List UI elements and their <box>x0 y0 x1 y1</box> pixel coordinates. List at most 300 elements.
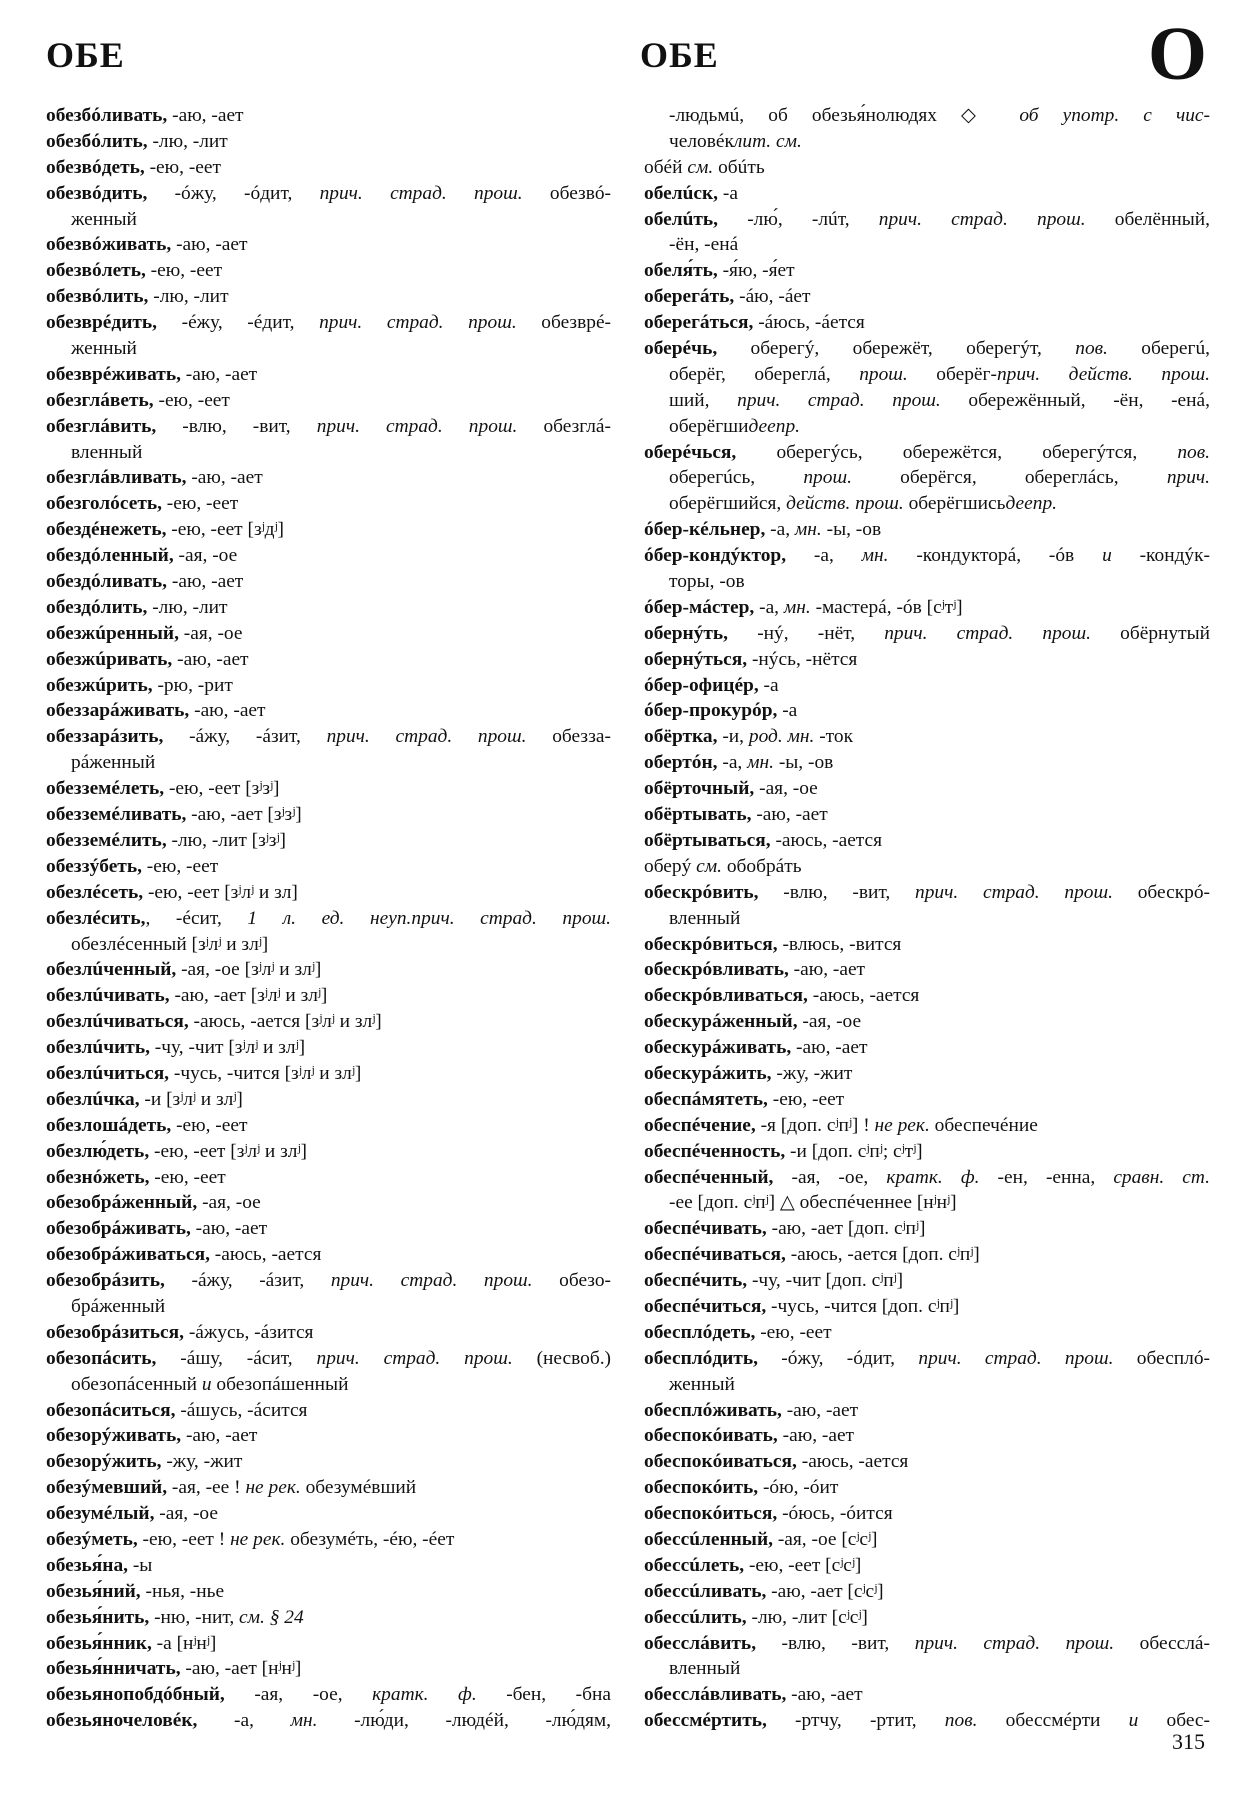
dictionary-line <box>644 1320 1210 1346</box>
entry-text: -ён, -енá <box>669 234 739 256</box>
headword: обезобрáживаться, <box>46 1244 210 1266</box>
dictionary-line <box>644 1216 1210 1242</box>
entry-text: оберегú, <box>1107 338 1210 360</box>
dictionary-line <box>46 440 611 466</box>
headword: обессúливать, <box>644 1580 767 1602</box>
entry-text: -ею, -еет [зʲзʲ] <box>164 778 280 800</box>
headword: обеззарáзить, <box>46 726 164 748</box>
entry-text: -áжу, -áзит, <box>163 726 327 748</box>
dictionary-line <box>644 828 1210 854</box>
entry-text: -аю, -ает [зʲзʲ] <box>186 804 302 826</box>
headword: обеспáмятеть, <box>644 1088 768 1110</box>
dictionary-line <box>644 673 1210 699</box>
entry-text: -аю, -ает <box>181 1425 258 1447</box>
entry-text: -ая, -ее ! <box>167 1477 246 1499</box>
entry-text: обезопáсенный <box>71 1373 202 1395</box>
headword: обесслáвливать, <box>644 1684 787 1706</box>
entry-text: -жу, -жит <box>771 1062 853 1084</box>
entry-text: -а <box>718 182 738 204</box>
grammar-note: кратк. ф. <box>886 1166 980 1188</box>
entry-text: обелённый, <box>1085 208 1210 230</box>
entry-text: обезумéвший <box>300 1477 417 1499</box>
grammar-note: см. <box>696 855 722 877</box>
grammar-note: мн. <box>783 596 811 618</box>
grammar-note: не рек. <box>874 1114 930 1136</box>
headword: обеспокóивать, <box>644 1425 778 1447</box>
grammar-note: об употр. с чис- <box>1019 105 1210 126</box>
dictionary-line <box>644 1268 1210 1294</box>
dictionary-line <box>46 1423 611 1449</box>
grammar-note: род. мн. <box>748 726 815 748</box>
dictionary-line <box>46 258 611 284</box>
dictionary-line <box>644 1346 1210 1372</box>
dictionary-line <box>644 543 1210 569</box>
dictionary-line <box>46 336 611 362</box>
entry-text: -аю, -ает <box>167 105 244 126</box>
headword: обезглáвливать, <box>46 467 187 489</box>
grammar-note: и <box>1128 1710 1139 1732</box>
grammar-note: прич. страд. прош. <box>316 415 518 437</box>
entry-text: оберёг- <box>907 363 997 385</box>
headword: обессúлеть, <box>644 1554 745 1576</box>
grammar-note: пов. <box>944 1710 978 1732</box>
headword: обезýмевший, <box>46 1477 168 1499</box>
grammar-note: пов. <box>1177 441 1210 463</box>
headword: обессмéртить, <box>644 1710 767 1732</box>
entry-text: -лю, -лит [сʲсʲ] <box>746 1606 868 1628</box>
headword: обездóленный, <box>46 545 174 567</box>
dictionary-line <box>644 1190 1210 1216</box>
dictionary-line <box>46 1605 611 1631</box>
entry-text: -ая, -ое <box>197 1192 261 1214</box>
headword: обездéнежеть, <box>46 519 167 541</box>
dictionary-line <box>46 232 611 258</box>
right-column <box>644 103 1210 1734</box>
dictionary-line <box>46 1553 611 1579</box>
headword: обесплóживать, <box>644 1399 782 1421</box>
dictionary-line <box>46 621 611 647</box>
headword: обезорýжить, <box>46 1451 162 1473</box>
headword: обезбóлить, <box>46 130 148 152</box>
headword: обесслáвить, <box>644 1632 757 1654</box>
entry-text: оберёгшийся, <box>669 493 787 515</box>
dictionary-line <box>46 569 611 595</box>
entry-text: -лю́, -лúт, <box>718 208 879 230</box>
dictionary-line <box>644 1656 1210 1682</box>
entry-text: обезо- <box>532 1270 611 1292</box>
dictionary-line <box>644 1682 1210 1708</box>
grammar-note: прич. страд. прош. <box>918 1347 1114 1369</box>
dictionary-line <box>644 414 1210 440</box>
entry-text: -ен, -енна, <box>979 1166 1114 1188</box>
entry-text: -ею, -еет [зʲлʲ и зл] <box>143 881 298 903</box>
grammar-note: и <box>1102 545 1112 567</box>
headword: обескрóвить, <box>644 881 759 903</box>
dictionary-line <box>644 698 1210 724</box>
entry-text: -аю, -ает [сʲсʲ] <box>766 1580 884 1602</box>
entry-text: -чусь, -чится [доп. сʲпʲ] <box>766 1295 960 1317</box>
entry-text: -óюсь, -óится <box>777 1503 893 1525</box>
dictionary-line <box>644 1113 1210 1139</box>
headword: обезвóлеть, <box>46 260 146 282</box>
entry-text: -ею, -еет [сʲсʲ] <box>744 1554 862 1576</box>
grammar-note: прич. действ. прош. <box>996 363 1210 385</box>
headword: обеспокóиться, <box>644 1503 778 1525</box>
dictionary-line <box>46 1035 611 1061</box>
entry-text: -аю, -ает <box>171 234 248 256</box>
entry-text: -óю, -óит <box>758 1477 839 1499</box>
headword: обескурáженный, <box>644 1011 798 1033</box>
entry-text: -аю, -ает <box>788 959 866 981</box>
entry-text: оберёгся, обереглáсь, <box>851 467 1167 489</box>
dictionary-line <box>644 1605 1210 1631</box>
dictionary-line <box>644 103 1210 129</box>
grammar-note: мн. <box>794 519 822 541</box>
headword: обезвóдить, <box>46 182 148 204</box>
dictionary-line <box>46 1320 611 1346</box>
dictionary-line <box>46 1139 611 1165</box>
headword: обезобрáзиться, <box>46 1321 184 1343</box>
headword: обезлю́деть, <box>46 1140 150 1162</box>
entry-text: ший, <box>669 389 738 411</box>
headword: обескрóвиться, <box>644 933 778 955</box>
headword: обеспéченный, <box>644 1166 774 1188</box>
dictionary-line <box>644 465 1210 491</box>
headword: обескрóвливаться, <box>644 985 808 1007</box>
entry-text: -éжу, -éдит, <box>157 312 320 334</box>
dictionary-line <box>644 440 1210 466</box>
entry-text: -аю, -ает <box>167 571 244 593</box>
entry-text: -а, <box>717 752 748 774</box>
grammar-note: см. § 24 <box>239 1606 304 1628</box>
entry-text: -ею, -еет <box>144 156 221 178</box>
entry-text: -жу, -жит <box>161 1451 243 1473</box>
headword: обеспокóиваться, <box>644 1451 797 1473</box>
entry-text: женный <box>669 1373 735 1395</box>
headword: обёрточный, <box>644 778 755 800</box>
headword: обезглáвить, <box>46 415 157 437</box>
dictionary-line <box>46 1527 611 1553</box>
headword: обезья́нить, <box>46 1606 150 1628</box>
headword: обезвóживать, <box>46 234 172 256</box>
headword: обертóн, <box>644 752 718 774</box>
grammar-note: сравн. ст. <box>1113 1166 1210 1188</box>
dictionary-line <box>46 854 611 880</box>
headword: обеля́ть, <box>644 260 718 282</box>
section-letter: О <box>1147 12 1207 96</box>
dictionary-line <box>46 983 611 1009</box>
dictionary-line <box>46 906 611 932</box>
dictionary-line <box>46 932 611 958</box>
grammar-note: кратк. ф. <box>372 1684 477 1706</box>
dictionary-line <box>46 1449 611 1475</box>
headword: óбер-кондýктор, <box>644 545 787 567</box>
dictionary-line <box>644 129 1210 155</box>
grammar-note: деепр. <box>1005 493 1058 515</box>
headword: обезжúривать, <box>46 648 173 670</box>
entry-text: -аю, -ает <box>791 1037 868 1059</box>
entry-text: обезумéть, -éю, -éет <box>285 1528 455 1550</box>
dictionary-line <box>644 1553 1210 1579</box>
dictionary-line <box>644 284 1210 310</box>
headword: обеззарáживать, <box>46 700 190 722</box>
entry-text: -а, <box>786 545 862 567</box>
headword: обезья́нничать, <box>46 1658 181 1680</box>
headword: обезопáсить, <box>46 1347 157 1369</box>
entry-text: -ая, -ое [зʲлʲ и злʲ] <box>176 959 322 981</box>
dictionary-line <box>46 543 611 569</box>
dictionary-line <box>46 129 611 155</box>
headword: óбер-мáстер, <box>644 596 755 618</box>
entry-text: , -éсит, <box>145 907 248 929</box>
entry-text: оберегý, обережёт, оберегýт, <box>717 338 1076 360</box>
headword: обезземéливать, <box>46 804 187 826</box>
dictionary-line <box>644 1631 1210 1657</box>
entry-text: -влю, -вит, <box>756 1632 915 1654</box>
entry-text: вленный <box>71 441 143 463</box>
grammar-note: прич. страд. прош. <box>316 1347 513 1369</box>
entry-text: -ая, -ое <box>178 622 243 644</box>
entry-text: -ею, -еет <box>171 1114 248 1136</box>
running-header-right: ОБЕ <box>640 35 719 75</box>
grammar-note: не рек. <box>230 1528 286 1550</box>
dictionary-line <box>644 181 1210 207</box>
dictionary-line <box>46 1475 611 1501</box>
dictionary-line <box>46 414 611 440</box>
dictionary-line <box>644 362 1210 388</box>
headword: обезвóдеть, <box>46 156 145 178</box>
entry-text: -аюсь, -ается <box>807 985 920 1007</box>
entry-text: -а, <box>197 1710 291 1732</box>
dictionary-line <box>644 258 1210 284</box>
dictionary-line <box>46 1708 611 1734</box>
entry-text: -чусь, -чится [зʲлʲ и злʲ] <box>169 1062 362 1084</box>
dictionary-line <box>46 1346 611 1372</box>
headword: óбер-прокурóр, <box>644 700 778 722</box>
dictionary-line <box>46 1242 611 1268</box>
dictionary-line <box>644 388 1210 414</box>
dictionary-line <box>46 1682 611 1708</box>
grammar-note: прич. страд. прош. <box>411 907 611 929</box>
headword: обезьянопобдóбный, <box>46 1684 225 1706</box>
dictionary-line <box>46 517 611 543</box>
entry-text: вленный <box>669 907 741 929</box>
entry-text: -аю, -ает [нʲнʲ] <box>180 1658 302 1680</box>
headword: обезземéлить, <box>46 829 167 851</box>
dictionary-line <box>644 491 1210 517</box>
headword: оберегáть, <box>644 286 735 308</box>
dictionary-line <box>644 517 1210 543</box>
entry-text: брáженный <box>71 1295 166 1317</box>
headword: обелúск, <box>644 182 719 204</box>
grammar-note: действ. прош. <box>786 493 904 515</box>
entry-text: -аю, -ает <box>172 648 249 670</box>
entry-text: -ею, -еет <box>767 1088 845 1110</box>
entry-text: -ею, -еет <box>153 389 230 411</box>
grammar-note: деепр. <box>748 415 800 437</box>
entry-text: -áшусь, -áсится <box>175 1399 308 1421</box>
entry-text: -и [зʲлʲ и злʲ] <box>139 1088 243 1110</box>
grammar-note: прош. <box>859 363 908 385</box>
headword: обесплóдеть, <box>644 1321 756 1343</box>
headword: обеспéчить, <box>644 1270 748 1292</box>
dictionary-line <box>644 957 1210 983</box>
entry-text: -кондýк- <box>1111 545 1210 567</box>
headword: обеспéчивать, <box>644 1218 767 1240</box>
entry-text: -рю, -рит <box>152 674 233 696</box>
page-number: 315 <box>1172 1729 1205 1754</box>
entry-text: -ее [доп. сʲпʲ] △ обеспéченнее [нʲнʲ] <box>669 1192 957 1214</box>
entry-text: -нý, -нёт, <box>728 622 885 644</box>
entry-text: обезопáшенный <box>211 1373 349 1395</box>
headword: обескурáживать, <box>644 1037 792 1059</box>
dictionary-line <box>46 1113 611 1139</box>
entry-text: -аюсь, -ается [зʲлʲ и злʲ] <box>188 1011 382 1033</box>
entry-text: -влюсь, -вится <box>777 933 902 955</box>
dictionary-line <box>46 1165 611 1191</box>
dictionary-line <box>46 1009 611 1035</box>
grammar-note: прич. страд. прош. <box>914 1632 1115 1654</box>
running-header-left: ОБЕ <box>46 35 125 75</box>
entry-text: -ртчу, -ртит, <box>766 1710 945 1732</box>
entry-text: -мастерá, -óв [сʲтʲ] <box>810 596 963 618</box>
dictionary-line <box>644 1165 1210 1191</box>
dictionary-line <box>644 776 1210 802</box>
headword: обезземéлеть, <box>46 778 165 800</box>
dictionary-line <box>644 647 1210 673</box>
dictionary-line <box>644 1087 1210 1113</box>
dictionary-line <box>46 1087 611 1113</box>
dictionary-line <box>46 155 611 181</box>
entry-text: вленный <box>669 1658 741 1680</box>
entry-text: -ею, -еет ! <box>137 1528 231 1550</box>
dictionary-line <box>644 1061 1210 1087</box>
grammar-note: лит. см. <box>733 130 802 152</box>
headword: обезлошáдеть, <box>46 1114 172 1136</box>
entry-text: -влю, -вит, <box>758 881 916 903</box>
dictionary-line <box>46 880 611 906</box>
entry-text: -áюсь, -áется <box>753 312 865 334</box>
dictionary-line <box>644 1398 1210 1424</box>
entry-text: -влю, -вит, <box>156 415 317 437</box>
entry-text: -аюсь, -ается <box>796 1451 909 1473</box>
entry-text: -ею, -еет <box>755 1321 832 1343</box>
headword: обезобрáженный, <box>46 1192 198 1214</box>
entry-text: обезлéсенный [зʲлʲ и злʲ] <box>71 933 269 955</box>
entry-text: обескрó- <box>1112 881 1210 903</box>
grammar-note: прич. <box>1166 467 1210 489</box>
headword: обеспéчиться, <box>644 1295 767 1317</box>
entry-text: -чу, -чит [доп. сʲпʲ] <box>747 1270 904 1292</box>
entry-text: женный <box>71 338 137 360</box>
dictionary-line <box>46 1216 611 1242</box>
grammar-note: см. <box>687 156 714 178</box>
headword: обезжúрить, <box>46 674 153 696</box>
entry-text: -а [нʲнʲ] <box>151 1632 217 1654</box>
grammar-note: мн. <box>861 545 889 567</box>
headword: обезья́нник, <box>46 1632 152 1654</box>
entry-text: -ы <box>128 1554 153 1576</box>
dictionary-line <box>644 232 1210 258</box>
headword: обезлúчиться, <box>46 1062 170 1084</box>
headword: обезвóлить, <box>46 286 149 308</box>
dictionary-line <box>644 1242 1210 1268</box>
entry-text: -и, <box>717 726 749 748</box>
entry-text: оберёг, обереглá, <box>669 363 860 385</box>
entry-text: -ая, -ое <box>154 1503 218 1525</box>
grammar-note: прич. страд. прош. <box>319 312 517 334</box>
headword: обезголóсеть, <box>46 493 162 515</box>
entry-text: обезврé- <box>516 312 611 334</box>
dictionary-line <box>46 1061 611 1087</box>
dictionary-line <box>644 1475 1210 1501</box>
dictionary-line <box>46 310 611 336</box>
entry-text: -ею, -еет <box>141 855 219 877</box>
headword: обезлúчка, <box>46 1088 140 1110</box>
entry-text: -áю, -áет <box>734 286 811 308</box>
dictionary-line <box>644 1579 1210 1605</box>
entry-text: -ая, -ое [сʲсʲ] <box>772 1528 878 1550</box>
dictionary-line <box>46 1294 611 1320</box>
entry-text: -аю, -ает <box>781 1399 859 1421</box>
dictionary-line <box>46 750 611 776</box>
entry-text: -а, <box>765 519 795 541</box>
entry-text: -ток <box>814 726 853 748</box>
entry-text: -бен, -бна <box>476 1684 611 1706</box>
entry-text: -ею, -еет <box>149 1166 226 1188</box>
headword: обезлúченный, <box>46 959 177 981</box>
entry-text: -аю, -ает <box>751 804 828 826</box>
entry-text: -áжу, -áзит, <box>164 1270 331 1292</box>
dictionary-line <box>46 957 611 983</box>
entry-text: -ею, -еет [зʲдʲ] <box>166 519 284 541</box>
entry-text: -а <box>758 674 779 696</box>
entry-text: -чу, -чит [зʲлʲ и злʲ] <box>149 1037 306 1059</box>
entry-text: -ая, -ое, <box>773 1166 887 1188</box>
entry-text: обесслá- <box>1114 1632 1210 1654</box>
entry-text: -аюсь, -ается <box>770 829 883 851</box>
entry-text: -áжусь, -áзится <box>183 1321 314 1343</box>
headword: обезобрáживать, <box>46 1218 191 1240</box>
entry-text: -ая, -ое <box>754 778 818 800</box>
dictionary-line <box>46 1372 611 1398</box>
entry-text: -и [доп. сʲпʲ; сʲтʲ] <box>785 1140 923 1162</box>
entry-text: обессмéрти <box>977 1710 1129 1732</box>
entry-text: женный <box>71 208 137 230</box>
headword: обезглáветь, <box>46 389 154 411</box>
headword: обескурáжить, <box>644 1062 772 1084</box>
entry-text: -ею, -еет <box>145 260 223 282</box>
grammar-note: прич. страд. прош. <box>326 726 527 748</box>
dictionary-line <box>46 802 611 828</box>
entry-text: оберёгши <box>669 415 749 437</box>
headword: обезья́ний, <box>46 1580 141 1602</box>
headword: обезбóливать, <box>46 105 168 126</box>
dictionary-line <box>46 207 611 233</box>
headword: обездóлить, <box>46 596 148 618</box>
entry-text: -нýсь, -нётся <box>747 648 858 670</box>
entry-text: -я́ю, -я́ет <box>717 260 795 282</box>
entry-text: -а, <box>754 596 784 618</box>
entry-text: обезза- <box>526 726 611 748</box>
headword: обезлéсеть, <box>46 881 144 903</box>
dictionary-line <box>644 724 1210 750</box>
entry-text: -ая, -ое, <box>224 1684 373 1706</box>
entry-text: -ая, -ое <box>797 1011 862 1033</box>
headword: обезлúчиваться, <box>46 1011 189 1033</box>
entry-text: -ню, -нит, <box>149 1606 240 1628</box>
entry-text: -óжу, -óдит, <box>147 182 320 204</box>
